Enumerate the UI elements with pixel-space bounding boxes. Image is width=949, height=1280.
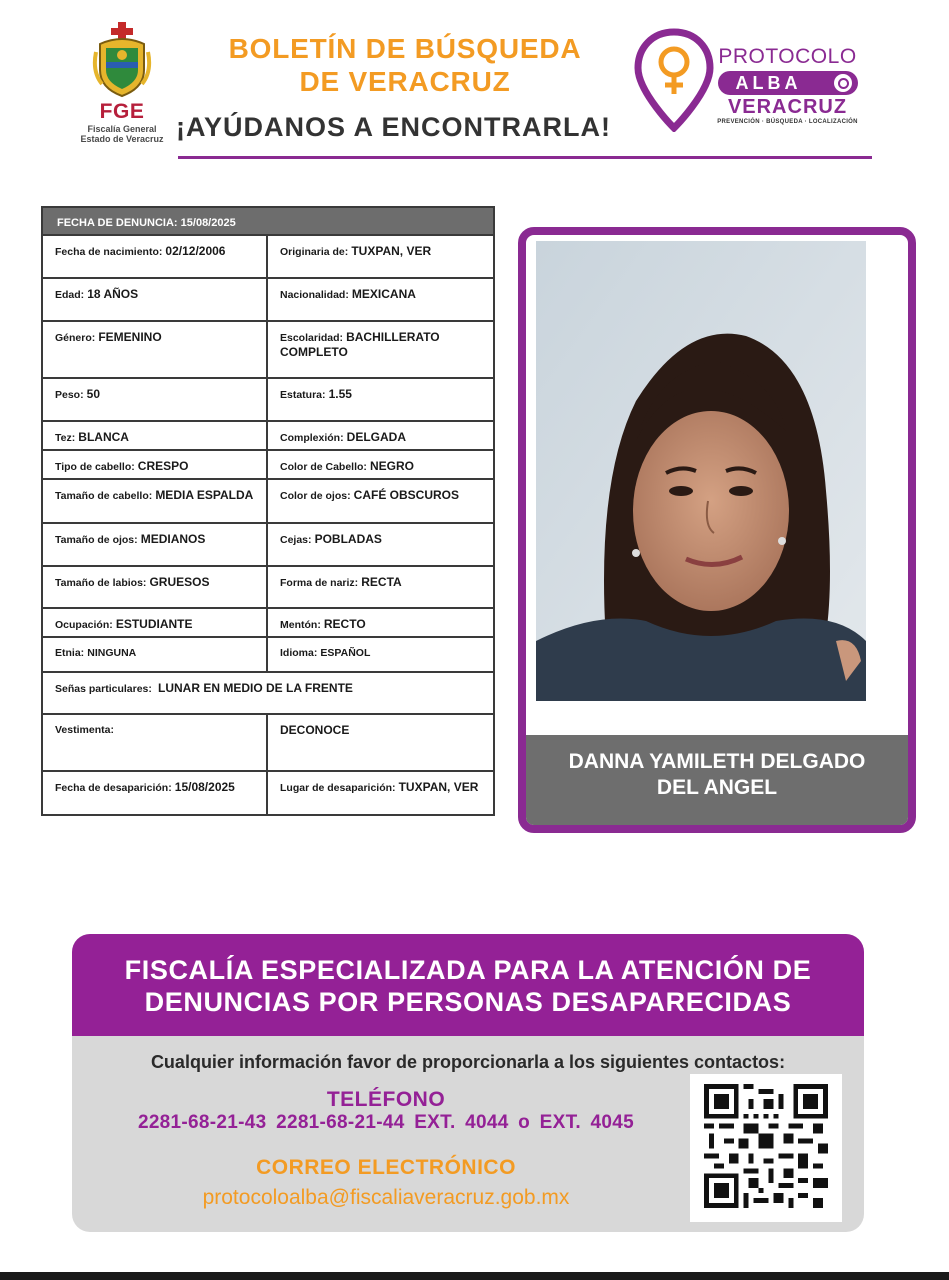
cell-label: Mentón:: [280, 619, 321, 631]
disappearance-place-value: TUXPAN, VER: [398, 780, 479, 794]
cell-value: DELGADA: [346, 430, 406, 444]
distinguishing-marks-value: LUNAR EN MEDIO DE LA FRENTE: [158, 681, 353, 695]
table-row-distinguishing-marks: [43, 673, 493, 715]
table-row: [43, 567, 493, 609]
cell-value: POBLADAS: [314, 532, 382, 546]
table-cell: [43, 524, 268, 565]
cell-value: 50: [86, 387, 101, 401]
cell-label: Tamaño de ojos:: [55, 534, 138, 546]
email-link[interactable]: protocoloalba@fiscaliaveracruz.gob.mx: [202, 1186, 570, 1209]
cell-label: Tipo de cabello:: [55, 461, 135, 473]
call-to-action: ¡AYÚDANOS A ENCONTRARLA!: [176, 112, 611, 142]
missing-person-photo: [536, 241, 866, 701]
table-cell: [43, 422, 268, 449]
table-cell: [43, 236, 268, 277]
qr-code: [690, 1074, 842, 1222]
fge-subtitle-line2: Estado de Veracruz: [80, 134, 164, 144]
disappearance-date-value: 15/08/2025: [174, 780, 235, 794]
table-row: [43, 379, 493, 422]
cell-label: Complexión:: [280, 432, 344, 444]
contact-intro: Cualquier información favor de proporcionarla a los siguientes contactos:: [150, 1052, 786, 1072]
email-label: CORREO ELECTRÓNICO: [256, 1156, 516, 1179]
name-line1: DANNA YAMILETH DELGADO: [568, 750, 866, 773]
cell-value: ESPAÑOL: [320, 647, 371, 659]
table-cell: [43, 673, 493, 713]
table-cell: [43, 772, 268, 814]
location-pin-female-icon: [634, 28, 714, 132]
bulletin-title-line1: BOLETÍN DE BÚSQUEDA: [228, 33, 582, 64]
alba-state: VERACRUZ: [727, 96, 848, 118]
phone-label: TELÉFONO: [326, 1088, 446, 1111]
table-row: [43, 279, 493, 322]
cell-label: Fecha de nacimiento:: [55, 246, 163, 258]
table-row: [43, 480, 493, 524]
table-cell: [43, 567, 268, 607]
protocolo-alba-logo: [715, 46, 860, 125]
cell-label: Idioma:: [280, 647, 318, 659]
table-cell: [43, 715, 268, 770]
table-row-disappearance: [43, 772, 493, 814]
cell-value: ESTUDIANTE: [115, 617, 193, 631]
prosecutor-office-heading: [72, 934, 864, 1036]
cell-label: Nacionalidad:: [280, 289, 349, 301]
cell-value: MEDIANOS: [140, 532, 206, 546]
bulletin-title: [190, 32, 620, 98]
cell-label: Edad:: [55, 289, 85, 301]
table-cell: [268, 279, 493, 320]
cell-value: NINGUNA: [87, 647, 137, 659]
cell-label: Escolaridad:: [280, 332, 344, 344]
fge-subtitle-line1: Fiscalía General: [87, 124, 157, 134]
table-row-clothing: [43, 715, 493, 772]
cell-value: 1.55: [328, 387, 352, 401]
header-divider: [178, 156, 872, 159]
cell-label: Estatura:: [280, 389, 326, 401]
alba-tagline: PREVENCIÓN · BÚSQUEDA · LOCALIZACIÓN: [717, 119, 858, 125]
table-cell: [43, 480, 268, 522]
person-data-table: [41, 206, 495, 816]
cell-value: BACHILLERATO COMPLETO: [280, 330, 440, 359]
cell-value: MEXICANA: [351, 287, 416, 301]
table-row: [43, 609, 493, 638]
cell-label: Peso:: [55, 389, 84, 401]
table-cell: [268, 379, 493, 420]
report-date-header: [43, 208, 493, 236]
cell-label: Forma de nariz:: [280, 577, 359, 589]
table-cell: [268, 609, 493, 636]
cell-value: 02/12/2006: [165, 244, 226, 258]
cell-label: Color de Cabello:: [280, 461, 367, 473]
cell-label: Cejas:: [280, 534, 312, 546]
alba-pill: [718, 71, 858, 95]
table-cell: [43, 638, 268, 671]
cell-value: RECTO: [323, 617, 366, 631]
distinguishing-marks-label: Señas particulares:: [55, 683, 152, 695]
table-cell: [43, 322, 268, 377]
phone-numbers: 2281-68-21-43 2281-68-21-44 EXT. 4044 o EXT. 4045: [137, 1112, 635, 1133]
disappearance-date-label: Fecha de desaparición:: [55, 782, 172, 794]
fge-subtitle: [72, 124, 172, 144]
table-row: [43, 524, 493, 567]
cell-label: Tamaño de labios:: [55, 577, 147, 589]
table-cell: [268, 236, 493, 277]
search-icon: [834, 74, 852, 92]
table-cell: [268, 480, 493, 522]
cell-value: 18 AÑOS: [87, 287, 139, 301]
cell-value: CAFÉ OBSCUROS: [353, 488, 459, 502]
cell-label: Etnia:: [55, 647, 85, 659]
table-cell: [268, 638, 493, 671]
cell-value: CRESPO: [137, 459, 189, 473]
table-cell: [43, 379, 268, 420]
table-cell: [268, 715, 493, 770]
missing-person-card: [518, 227, 916, 833]
cell-label: Tamaño de cabello:: [55, 490, 153, 502]
table-cell: [268, 524, 493, 565]
table-cell: [43, 451, 268, 478]
table-cell: [268, 322, 493, 377]
table-cell: [268, 451, 493, 478]
heading-line1: FISCALÍA ESPECIALIZADA PARA LA ATENCIÓN DE: [124, 955, 812, 985]
cell-value: FEMENINO: [98, 330, 162, 344]
table-cell: [268, 422, 493, 449]
report-date-value: 15/08/2025: [180, 217, 236, 229]
table-row: [43, 422, 493, 451]
table-cell: [268, 567, 493, 607]
fge-logo-text: FGE: [99, 100, 145, 123]
report-date-label: FECHA DE DENUNCIA:: [57, 217, 178, 229]
table-cell: [43, 609, 268, 636]
cell-value: MEDIA ESPALDA: [155, 488, 254, 502]
table-row: [43, 638, 493, 673]
cell-label: Color de ojos:: [280, 490, 351, 502]
cell-value: TUXPAN, VER: [351, 244, 432, 258]
cell-value: BLANCA: [78, 430, 129, 444]
table-row: [43, 236, 493, 279]
clothing-value: DECONOCE: [280, 723, 350, 737]
clothing-label: Vestimenta:: [55, 724, 114, 736]
cell-label: Ocupación:: [55, 619, 113, 631]
name-line2: DEL ANGEL: [656, 776, 778, 799]
table-row: [43, 451, 493, 480]
cell-value: RECTA: [361, 575, 402, 589]
bulletin-title-line2: DE VERACRUZ: [299, 66, 511, 97]
disappearance-place-label: Lugar de desaparición:: [280, 782, 396, 794]
fge-logo: [72, 22, 172, 144]
cell-label: Género:: [55, 332, 96, 344]
cell-value: GRUESOS: [149, 575, 210, 589]
alba-name: ALBA: [735, 73, 802, 93]
qr-code-icon: [704, 1084, 828, 1208]
missing-person-name: [526, 735, 908, 833]
veracruz-coat-of-arms-icon: [92, 22, 152, 98]
cell-value: NEGRO: [370, 459, 415, 473]
heading-line2: DENUNCIAS POR PERSONAS DESAPARECIDAS: [144, 987, 792, 1017]
table-cell: [268, 772, 493, 814]
alba-protocolo-label: PROTOCOLO: [718, 45, 857, 68]
cell-label: Tez:: [55, 432, 76, 444]
cell-label: Originaria de:: [280, 246, 349, 258]
bottom-bar: [0, 1272, 949, 1280]
table-cell: [43, 279, 268, 320]
table-row: [43, 322, 493, 379]
contact-panel: [72, 934, 864, 1232]
